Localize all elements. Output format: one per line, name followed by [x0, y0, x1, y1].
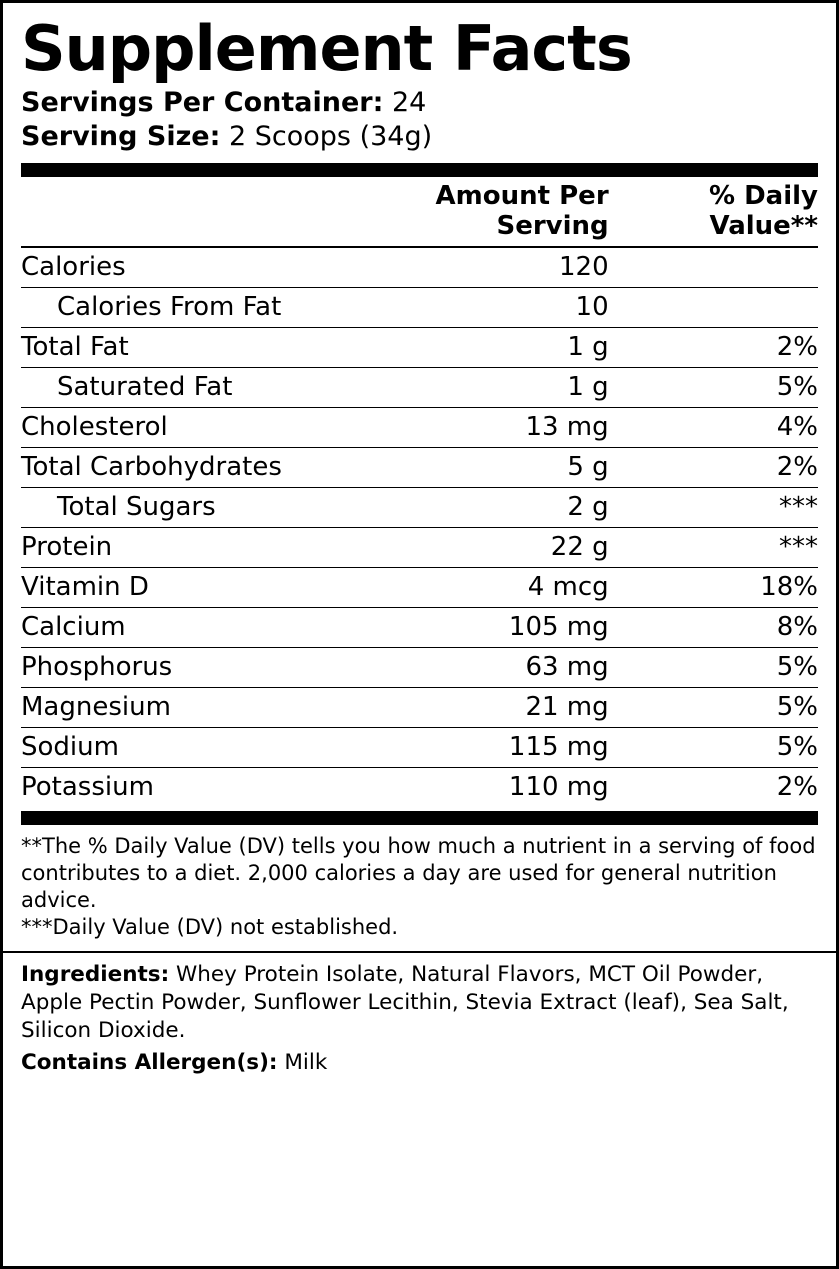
nutrient-name: Magnesium — [21, 688, 372, 728]
nutrient-daily-value — [643, 288, 818, 328]
table-row — [21, 648, 818, 688]
nutrient-daily-value: *** — [643, 528, 818, 568]
nutrient-name: Vitamin D — [21, 568, 372, 608]
table-row — [21, 608, 818, 648]
nutrient-daily-value: *** — [643, 488, 818, 528]
nutrient-amount: 1 g — [372, 328, 643, 368]
nutrient-name: Calcium — [21, 608, 372, 648]
allergens-label: Contains Allergen(s): — [21, 1049, 278, 1075]
nutrient-amount: 2 g — [372, 488, 643, 528]
table-header-row — [21, 177, 818, 247]
nutrient-amount: 1 g — [372, 368, 643, 408]
top-rule — [21, 163, 818, 177]
table-row — [21, 247, 818, 288]
ingredients-label: Ingredients: — [21, 961, 170, 987]
serving-size-value: 2 Scoops (34g) — [229, 120, 433, 152]
nutrient-name: Phosphorus — [21, 648, 372, 688]
nutrient-name: Saturated Fat — [21, 368, 372, 408]
nutrient-daily-value: 5% — [643, 688, 818, 728]
header-daily-value: % Daily Value** — [643, 177, 818, 247]
nutrient-daily-value: 8% — [643, 608, 818, 648]
table-row — [21, 368, 818, 408]
table-row — [21, 328, 818, 368]
nutrient-amount: 115 mg — [372, 728, 643, 768]
table-row — [21, 688, 818, 728]
table-row — [21, 408, 818, 448]
table-row — [21, 568, 818, 608]
nutrition-table — [21, 177, 818, 807]
footnotes — [21, 825, 818, 941]
servings-per-container — [21, 86, 818, 120]
table-row — [21, 728, 818, 768]
header-amount-per-serving: Amount Per Serving — [372, 177, 643, 247]
servings-per-container-label: Servings Per Container: — [21, 86, 384, 118]
page-title: Supplement Facts — [21, 12, 632, 85]
nutrient-daily-value: 2% — [776, 772, 818, 803]
bottom-rule — [21, 811, 818, 825]
footnote-daily-value: **The % Daily Value (DV) tells you how much a nutrient in a serving of food contributes to a diet. 2,000 calories a day are used for general nutrition advice. — [21, 834, 816, 912]
allergens-text: Milk — [284, 1049, 328, 1075]
nutrient-amount: 4 mcg — [372, 568, 643, 608]
nutrient-name: Protein — [21, 528, 372, 568]
nutrient-daily-value: 18% — [643, 568, 818, 608]
nutrient-name: Calories From Fat — [21, 288, 372, 328]
nutrient-amount: 120 — [372, 247, 643, 288]
nutrient-daily-value: 5% — [643, 368, 818, 408]
servings-per-container-value: 24 — [391, 86, 427, 118]
nutrient-daily-value: 5% — [643, 648, 818, 688]
serving-size — [21, 120, 818, 154]
nutrient-daily-value: 2% — [643, 328, 818, 368]
nutrient-daily-value: 5% — [643, 728, 818, 768]
table-row — [21, 448, 818, 488]
serving-size-label: Serving Size: — [21, 120, 221, 152]
table-row — [21, 288, 818, 328]
ingredients — [21, 953, 818, 1045]
nutrient-daily-value: 4% — [643, 408, 818, 448]
table-row — [21, 488, 818, 528]
nutrient-daily-value — [643, 247, 818, 288]
nutrient-amount: 22 g — [372, 528, 643, 568]
nutrient-name: Sodium — [21, 728, 372, 768]
table-row — [21, 528, 818, 568]
nutrient-name: Calories — [21, 247, 372, 288]
table-row — [21, 768, 818, 808]
nutrient-amount: 63 mg — [372, 648, 643, 688]
nutrient-name: Total Fat — [21, 328, 372, 368]
nutrient-amount: 105 mg — [372, 608, 643, 648]
nutrient-amount: 10 — [372, 288, 643, 328]
nutrient-name: Total Carbohydrates — [21, 448, 372, 488]
allergens — [21, 1045, 818, 1077]
ingredients-text: Whey Protein Isolate, Natural Flavors, MCT Oil Powder, Apple Pectin Powder, Sunflower Lecithin, Stevia Extract (leaf), Sea Salt, Silicon Dioxide. — [21, 961, 789, 1043]
nutrient-amount: 13 mg — [372, 408, 643, 448]
nutrient-name: Total Sugars — [21, 488, 372, 528]
nutrient-name: Potassium — [21, 772, 154, 803]
nutrient-name: Cholesterol — [21, 408, 372, 448]
nutrient-daily-value: 2% — [643, 448, 818, 488]
header-blank — [21, 177, 372, 247]
footnote-not-established: ***Daily Value (DV) not established. — [21, 914, 399, 939]
nutrient-amount: 110 mg — [508, 772, 609, 803]
nutrient-amount: 21 mg — [372, 688, 643, 728]
nutrient-amount: 5 g — [372, 448, 643, 488]
